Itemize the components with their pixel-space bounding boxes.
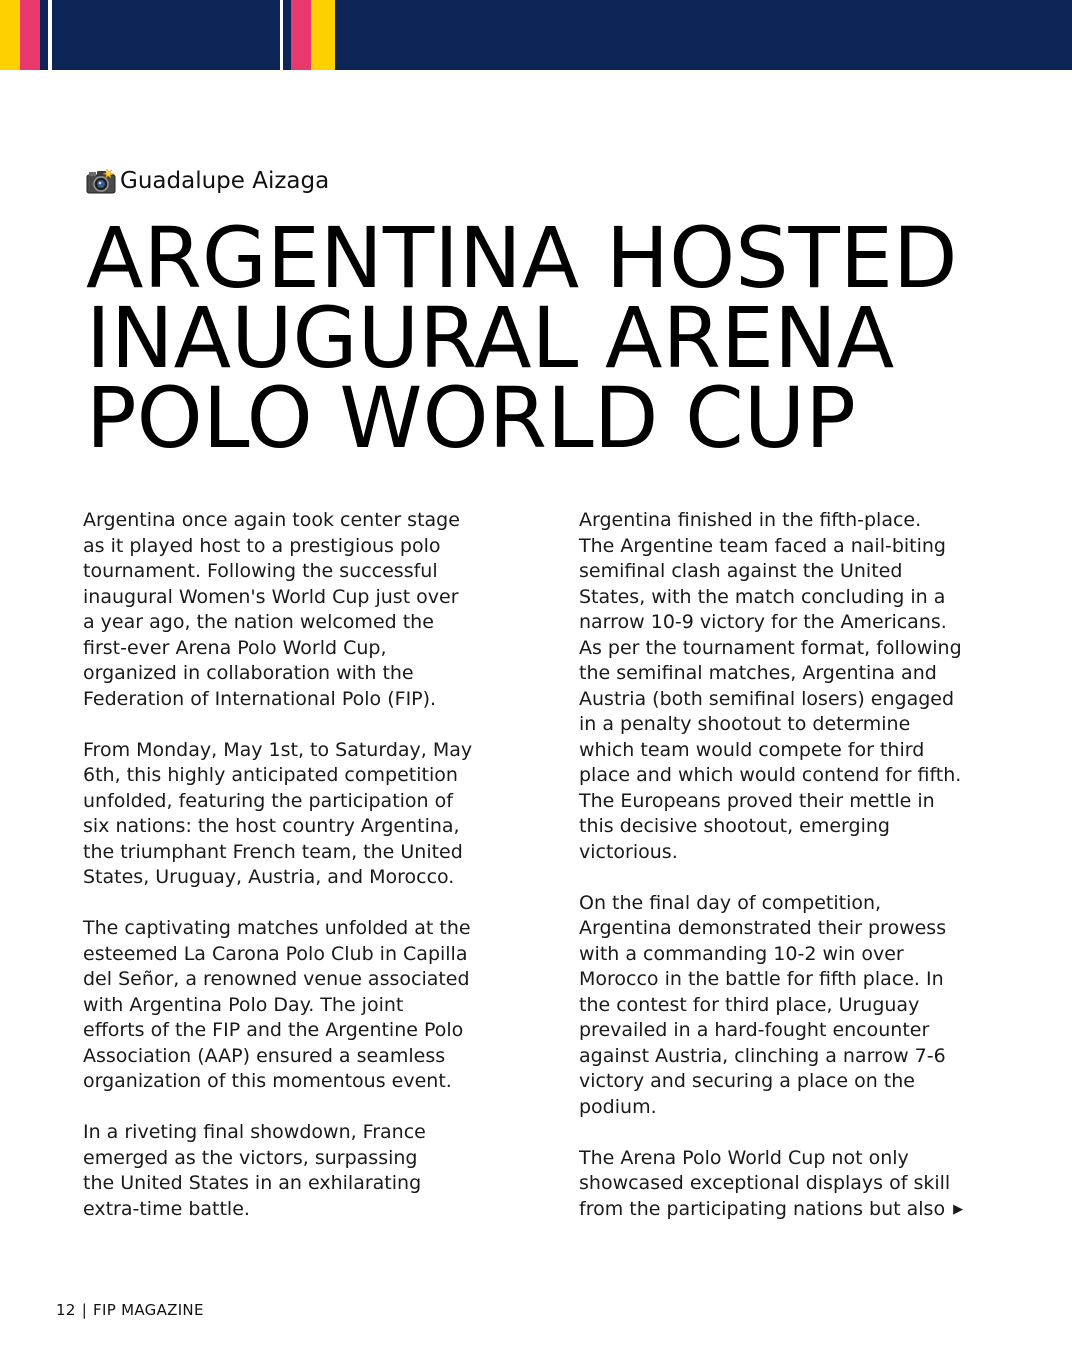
paragraph-line: first-ever Arena Polo World Cup, xyxy=(83,636,387,659)
paragraph-line: unfolded, featuring the participation of xyxy=(83,789,453,812)
paragraph-line: which team would compete for third xyxy=(579,738,925,761)
paragraph-line: the contest for third place, Uruguay xyxy=(579,993,920,1016)
paragraph-line: Argentina finished in the fifth-place. xyxy=(579,509,922,531)
headline-line: ARGENTINA HOSTED xyxy=(86,209,958,307)
article-paragraph xyxy=(579,891,1019,1121)
paragraph-line: victory and securing a place on the xyxy=(579,1070,915,1092)
article-paragraph xyxy=(83,1120,523,1222)
paragraph-line: The Europeans proved their mettle in xyxy=(579,789,935,812)
paragraph-line: from the participating nations but also xyxy=(579,1197,946,1220)
paragraph-line: showcased exceptional displays of skill xyxy=(579,1172,951,1194)
headline-line: POLO WORLD CUP xyxy=(86,369,856,467)
paragraph-line: inaugural Women's World Cup just over xyxy=(83,585,459,608)
paragraph-line: six nations: the host country Argentina, xyxy=(83,815,460,837)
top-banner xyxy=(0,0,1072,70)
paragraph-line: as it played host to a prestigious polo xyxy=(83,534,441,557)
article-column-left xyxy=(83,508,523,1248)
paragraph-line: organized in collaboration with the xyxy=(83,662,414,684)
paragraph-line: this decisive shootout, emerging xyxy=(579,815,890,837)
photo-credit xyxy=(86,166,329,196)
photographer-name: Guadalupe Aizaga xyxy=(120,168,330,194)
article-paragraph xyxy=(83,916,523,1095)
paragraph-line: in a penalty shootout to determine xyxy=(579,713,911,735)
paragraph-line: against Austria, clinching a narrow 7-6 xyxy=(579,1044,946,1067)
paragraph-line: podium. xyxy=(579,1095,657,1118)
paragraph-line: with a commanding 10-2 win over xyxy=(579,942,904,965)
article-paragraph xyxy=(83,738,523,891)
paragraph-line-wrapper xyxy=(579,1197,1019,1223)
paragraph-line: the semifinal matches, Argentina and xyxy=(579,662,937,684)
paragraph-line: narrow 10-9 victory for the Americans. xyxy=(579,611,947,633)
paragraph-line: the United States in an exhilarating xyxy=(83,1172,422,1194)
article-paragraph xyxy=(579,1146,1019,1223)
paragraph-line: Argentina demonstrated their prowess xyxy=(579,917,947,939)
continue-arrow-icon: ▶ xyxy=(953,1201,964,1217)
banner-stripe-pink xyxy=(20,0,40,70)
paragraph-line: organization of this momentous event. xyxy=(83,1070,452,1092)
banner-divider-line xyxy=(280,0,283,70)
page-number: 12 xyxy=(56,1301,76,1319)
paragraph-line: esteemed La Carona Polo Club in Capilla xyxy=(83,942,468,965)
article-paragraph xyxy=(579,508,1019,865)
paragraph-line: The Argentine team faced a nail-biting xyxy=(579,534,946,557)
article-column-right xyxy=(579,508,1019,1248)
publication-name: FIP MAGAZINE xyxy=(93,1301,204,1319)
paragraph-line: The Arena Polo World Cup not only xyxy=(579,1146,909,1169)
paragraph-line: prevailed in a hard-fought encounter xyxy=(579,1019,930,1041)
paragraph-line: From Monday, May 1st, to Saturday, May xyxy=(83,738,473,761)
paragraph-line: the triumphant French team, the United xyxy=(83,840,463,863)
paragraph-line: efforts of the FIP and the Argentine Polo xyxy=(83,1019,464,1041)
banner-divider-line xyxy=(48,0,52,70)
paragraph-line: In a riveting final showdown, France xyxy=(83,1121,426,1143)
article-headline xyxy=(86,209,1046,467)
paragraph-line: victorious. xyxy=(579,840,678,863)
paragraph-line: with Argentina Polo Day. The joint xyxy=(83,993,404,1016)
paragraph-line: As per the tournament format, following xyxy=(579,636,962,659)
article-paragraph xyxy=(83,508,523,712)
camera-icon xyxy=(86,168,116,194)
paragraph-line: Argentina once again took center stage xyxy=(83,509,460,531)
paragraph-line: a year ago, the nation welcomed the xyxy=(83,611,434,633)
paragraph-line: 6th, this highly anticipated competition xyxy=(83,764,458,786)
banner-stripe-pink xyxy=(291,0,311,70)
paragraph-line: del Señor, a renowned venue associated xyxy=(83,968,470,990)
paragraph-line: States, Uruguay, Austria, and Morocco. xyxy=(83,866,455,888)
paragraph-line: tournament. Following the successful xyxy=(83,560,438,582)
banner-stripe-yellow xyxy=(311,0,335,70)
page-footer xyxy=(56,1301,204,1319)
paragraph-line: On the final day of competition, xyxy=(579,891,882,914)
paragraph-line: The captivating matches unfolded at the xyxy=(83,917,471,939)
banner-stripe-yellow xyxy=(0,0,20,70)
paragraph-line: extra-time battle. xyxy=(83,1197,250,1220)
paragraph-line: place and which would contend for fifth. xyxy=(579,764,962,786)
paragraph-line: semifinal clash against the United xyxy=(579,560,903,582)
paragraph-line: Federation of International Polo (FIP). xyxy=(83,687,437,710)
paragraph-line: Morocco in the battle for fifth place. In xyxy=(579,968,944,990)
paragraph-line: emerged as the victors, surpassing xyxy=(83,1146,418,1169)
footer-separator: | xyxy=(81,1301,88,1319)
paragraph-line: Austria (both semifinal losers) engaged xyxy=(579,687,955,710)
paragraph-line: States, with the match concluding in a xyxy=(579,585,946,608)
paragraph-line: Association (AAP) ensured a seamless xyxy=(83,1044,446,1067)
headline-line: INAUGURAL ARENA xyxy=(86,289,895,387)
